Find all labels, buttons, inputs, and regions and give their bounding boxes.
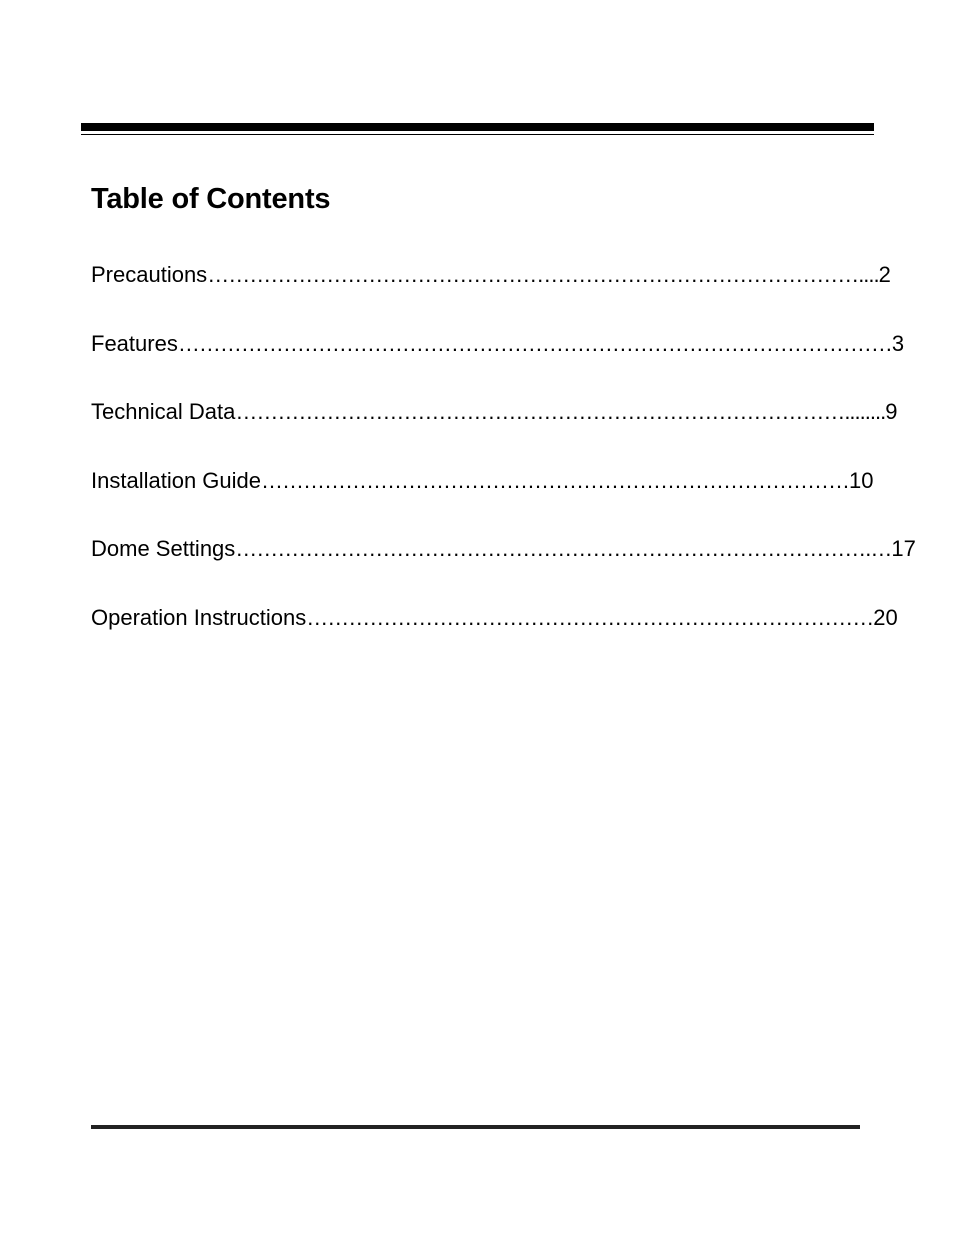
toc-page-number: 3: [891, 330, 905, 356]
toc-page-number: 2: [878, 262, 891, 287]
toc-entry-label: Dome Settings: [91, 536, 236, 562]
table-of-contents: [91, 259, 916, 671]
toc-leader-dots: ……………………………………………………………………………........: [235, 399, 886, 425]
page-title: Table of Contents: [91, 183, 331, 215]
toc-page-number: 20: [873, 604, 898, 630]
toc-entry-label: Operation Instructions: [91, 604, 307, 630]
toc-leader-dots: …………………………………………………………………………: [261, 467, 849, 493]
toc-entry-technical-data[interactable]: [91, 396, 916, 465]
toc-leader-dots: ………………………………………………………………………: [306, 604, 874, 630]
toc-leader-dots: …………………………………………………………………………………....: [207, 262, 879, 287]
toc-entry-label: Technical Data: [91, 399, 236, 425]
toc-entry-label: Precautions: [91, 262, 208, 287]
toc-entry-label: Features: [91, 330, 178, 356]
toc-leader-dots: ……………………………………………………………………………….…: [235, 536, 892, 562]
header-rule-thin: [81, 134, 874, 135]
header-rule-thick: [81, 123, 874, 131]
toc-entry-dome-settings[interactable]: [91, 533, 916, 602]
footer-rule: [91, 1125, 860, 1129]
toc-entry-label: Installation Guide: [91, 467, 261, 493]
toc-page-number: 17: [891, 536, 916, 562]
toc-entry-features[interactable]: [91, 328, 916, 397]
toc-leader-dots: …………………………………………………………………………………………: [177, 330, 892, 356]
toc-page-number: 9: [885, 399, 898, 425]
toc-entry-operation-instructions[interactable]: [91, 602, 916, 671]
toc-entry-installation-guide[interactable]: [91, 465, 916, 534]
toc-entry-precautions[interactable]: [91, 259, 916, 328]
toc-page-number: 10: [849, 467, 874, 493]
